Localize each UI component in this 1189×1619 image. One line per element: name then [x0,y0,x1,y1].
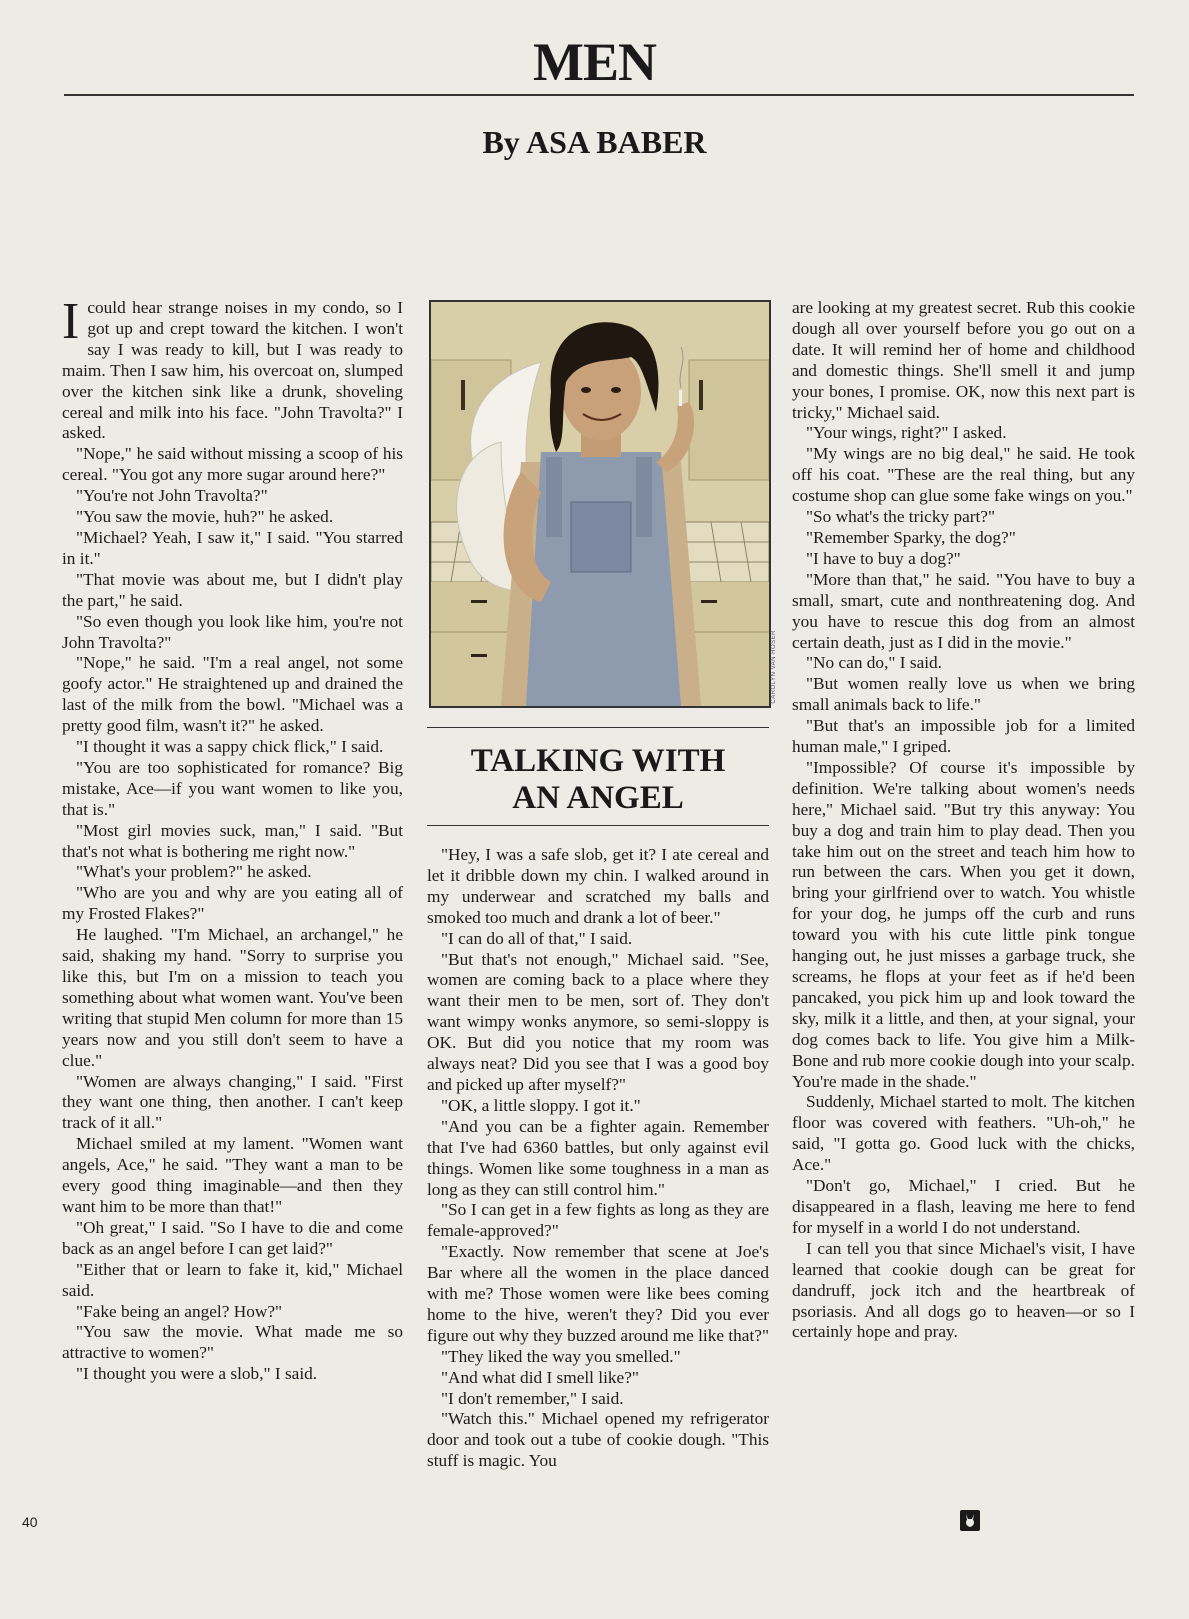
paragraph: "What's your problem?" he asked. [76,862,312,882]
paragraph: are looking at my greatest secret. Rub this cookie dough all over yourself before you go out on a date. It will remind her of home and childhood and domestic things. She'll smell it and jump your bones, I promise. OK, now this next part is tricky," Michael said. [792,298,1135,422]
article-column-left [62,293,403,1385]
paragraph: "Remember Sparky, the dog?" [806,527,1016,547]
paragraph: "Most girl movies suck, man," I said. "But that's not what is bothering me right now." [62,820,403,861]
section-title: MEN [533,32,656,92]
article-column-middle [427,845,769,1472]
paragraph: "I have to buy a dog?" [806,548,961,568]
paragraph: "Impossible? Of course it's impossible by definition. We're talking about women's needs here," Michael said. "But try this anyway: You buy a dog and train him to play dead. Then you take him out on the street and teach him how to run between the cars. When you get it down, bring your girlfriend over to watch. You whistle for your dog, he jumps off the curb and runs toward you with his cute little pink tongue hanging out, he just misses a garbage truck, she screams, he flops at your feet as if he'd been pancaked, you pick him up and look toward the sky, milk it a little, and then, at your signal, your dog comes back to life. You give him a Milk-Bone and rub more cookie dough into your scalp. You're made in the shade." [792,757,1135,1091]
paragraph: I can tell you that since Michael's visit, I have learned that cookie dough can be great for dandruff, jock itch and the heartbreak of psoriasis. And all dogs go to heaven—or so I certainly hope and pray. [792,1238,1135,1342]
paragraph: "Nope," he said without missing a scoop of his cereal. "You got any more sugar around here?" [62,444,403,485]
title-rule-bottom [427,825,769,826]
paragraph: "But women really love us when we bring small animals back to life." [792,674,1135,715]
paragraph: "I can do all of that," I said. [441,928,633,948]
title-rule-top [427,727,769,728]
paragraph: "You are too sophisticated for romance? Big mistake, Ace—if you want women to like you, that is." [62,757,403,819]
page-number: 40 [22,1514,38,1530]
paragraph: "And you can be a fighter again. Remember that I've had 6360 battles, but only against evil things. Women like some toughness in a man as long as they can still control him." [427,1116,769,1199]
article-illustration [429,300,771,708]
paragraph: "You saw the movie. What made me so attractive to women?" [62,1322,403,1363]
paragraph: "Don't go, Michael," I cried. But he disappeared in a flash, leaving me here to fend for myself in a world I do not understand. [792,1176,1135,1237]
paragraph: "Either that or learn to fake it, kid," Michael said. [62,1259,403,1300]
article-title-line-1: TALKING WITH [470,743,726,779]
paragraph: "I don't remember," I said. [441,1388,624,1408]
article-column-right [792,298,1135,1343]
paragraph: "You're not John Travolta?" [76,486,268,506]
paragraph: He laughed. "I'm Michael, an archangel," he said, shaking my hand. "Sorry to surprise you like this, but I'm on a mission to teach you something about what women want. You've been writing that stupid Men column for more than 15 years now and you still don't seem to have a clue." [62,925,403,1070]
first-paragraph [62,293,403,444]
paragraph: "Who are you and why are you eating all of my Frosted Flakes?" [62,883,403,924]
paragraph: "So I can get in a few fights as long as they are female-approved?" [427,1200,769,1241]
drop-cap: I [62,293,80,350]
paragraph: "No can do," I said. [806,653,943,673]
paragraph: "So what's the tricky part?" [806,507,996,527]
paragraph: "My wings are no big deal," he said. He took off his coat. "These are the real thing, but any costume shop can glue some fake wings on you." [792,444,1135,506]
paragraph: "OK, a little sloppy. I got it." [441,1095,641,1115]
paragraph: Suddenly, Michael started to molt. The kitchen floor was covered with feathers. "Uh-oh," he said, "I gotta go. Good luck with the chicks, Ace." [792,1092,1135,1175]
paragraph: "Women are always changing," I said. "First they want one thing, then another. I can't keep track of it all." [62,1071,403,1133]
paragraph: "Nope," he said. "I'm a real angel, not some goofy actor." He straightened up and drained the last of the milk from the bowl. "Michael was a pretty good film, wasn't it?" he asked. [62,653,403,736]
paragraph: "Michael? Yeah, I saw it," I said. "You starred in it." [62,527,403,568]
article-title [427,743,769,817]
header-rule [64,94,1134,96]
paragraph: "Oh great," I said. "So I have to die and come back as an angel before I can get laid?" [62,1217,403,1258]
paragraph: "And what did I smell like?" [441,1367,639,1387]
paragraph: "Exactly. Now remember that scene at Joe's Bar where all the women in the place danced with me? Those women were like bees coming home to the hive, weren't they? Did you ever figure out why they buzzed around me like that?" [427,1242,770,1345]
byline: By ASA BABER [482,124,707,160]
paragraph: "Fake being an angel? How?" [76,1301,283,1321]
paragraph: "So even though you look like him, you're not John Travolta?" [62,611,403,652]
paragraph: "I thought it was a sappy chick flick," I said. [76,737,384,757]
first-paragraph-text: could hear strange noises in my condo, so I got up and crept toward the kitchen. I won't say I was ready to kill, but I was ready to maim. Then I saw him, his overcoat on, slumped over the kitchen sink like a drunk, shoveling cereal and milk into his face. "John Travolta?" I asked. [62,298,403,443]
paragraph: "More than that," he said. "You have to buy a small, smart, cute and nonthreatening dog. And you have to rescue this dog from an almost certain death, just as I did in the movie." [792,569,1135,652]
article-title-line-2: AN ANGEL [512,780,684,816]
paragraph: "You saw the movie, huh?" he asked. [76,507,334,527]
paragraph: Michael smiled at my lament. "Women want angels, Ace," he said. "They want a man to be every good thing imaginable—and then they want him to be more than that!" [62,1134,403,1216]
paragraph: "They liked the way you smelled." [441,1346,681,1366]
paragraph: "I thought you were a slob," I said. [76,1364,318,1384]
paragraph: "Watch this." Michael opened my refrigerator door and took out a tube of cookie dough. "This stuff is magic. You [427,1409,769,1471]
paragraph: "But that's an impossible job for a limited human male," I griped. [792,716,1135,757]
paragraph: "But that's not enough," Michael said. "See, women are coming back to a place where they want their men to be men, sort of. They don't want wimpy wonks anymore, so semi-sloppy is OK. But did you notice that my room was always neat? Did you see that I was a good boy and picked up after myself?" [427,949,769,1094]
angel-illustration-image [431,302,769,706]
rabbit-logo-icon [960,1510,980,1531]
paragraph: "Your wings, right?" I asked. [806,423,1007,443]
paragraph: "That movie was about me, but I didn't play the part," he said. [62,569,403,610]
paragraph: "Hey, I was a safe slob, get it? I ate cereal and let it dribble down my chin. I walked around in my underwear and scratched my balls and smoked too much and drank a lot of beer." [427,845,769,927]
illustration-credit: CAROLYN VAN HOSER [771,630,777,704]
